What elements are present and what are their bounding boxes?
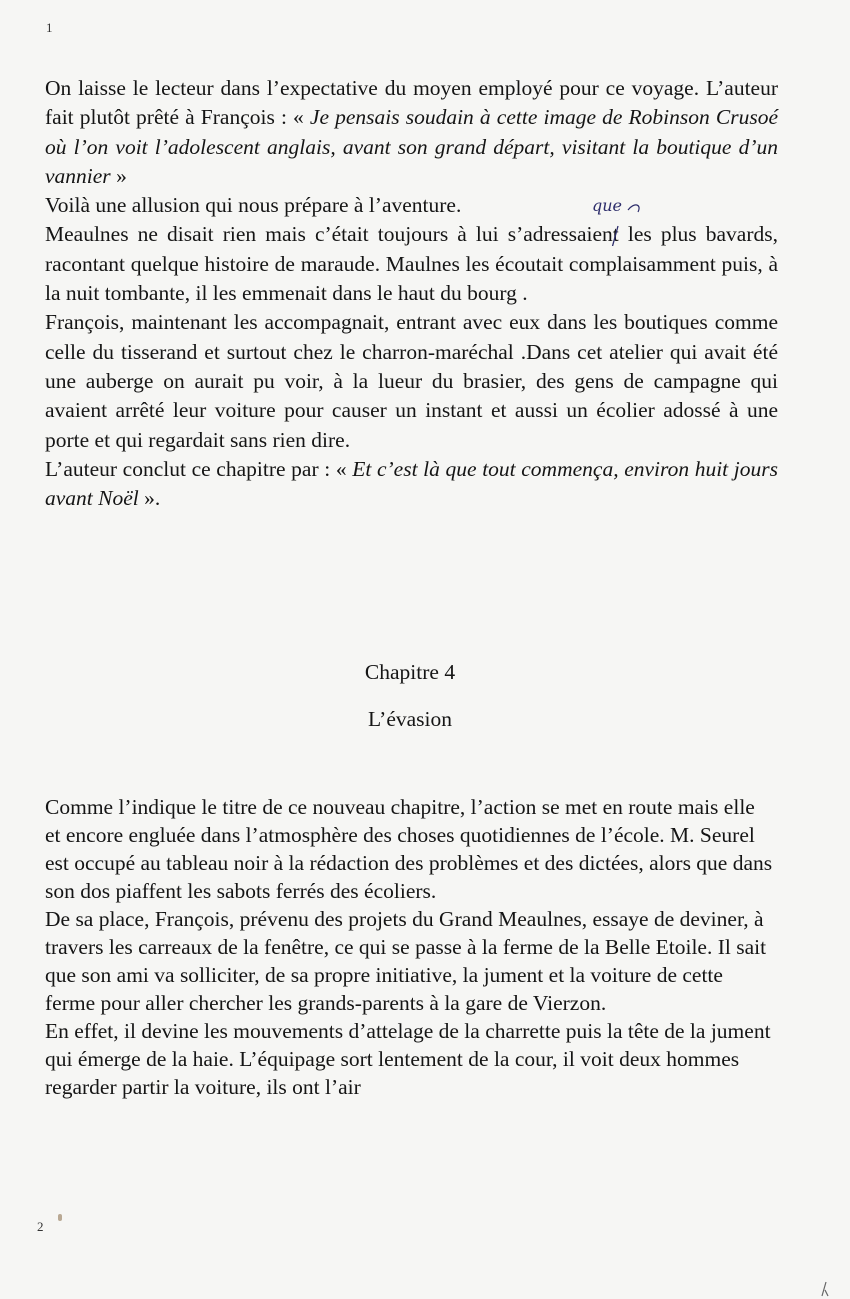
quote-close: » <box>110 163 127 188</box>
quote-text: Je pensais soudain à cette image de Robinson Crusoé où l’on voit l’adolescent anglais, avant son grand départ, visitant la boutique d’un vannier <box>45 105 778 188</box>
section-chapter-4 <box>45 793 775 1101</box>
paragraph: Voilà une allusion qui nous prépare à l’aventure. <box>45 193 462 218</box>
paragraph: François, maintenant les accompagnait, entrant avec eux dans les boutiques comme celle du tisserand et surtout chez le charron-maréchal .Dans cet atelier qui avait été une auberge on aurait pu voir, à la lueur du brasier, des gens de campagne qui avaient arrêté leur voiture pour causer un instant et aussi un écolier adossé à une porte et qui regardait sans rien dire. <box>45 310 778 452</box>
scan-mark-icon <box>818 1278 832 1298</box>
paragraph: En effet, il devine les mouvements d’attelage de la charrette puis la tête de la jument qui émerge de la haie. L’équipage sort lentement de la cour, il voit deux hommes regarder partir la voiture, ils ont l’air <box>45 1019 771 1099</box>
paragraph: Meaulnes ne disait rien mais c’était toujours à lui s’adressaient les plus bavards, racontant quelque histoire de maraude. Maulnes les écoutait complaisamment puis, à la nuit tombante, il les emmenait dans le haut du bourg . <box>45 222 778 306</box>
page-number-top: 1 <box>46 20 53 35</box>
paragraph-text: L’auteur conclut ce chapitre par : « <box>45 456 353 481</box>
paragraph: De sa place, François, prévenu des projets du Grand Meaulnes, essaye de deviner, à travers les carreaux de la fenêtre, ce qui se passe à la ferme de la Belle Etoile. Il sait que son ami va solliciter, de sa propre initiative, la jument et la voiture de cette ferme pour aller chercher les grands-parents à la gare de Vierzon. <box>45 907 767 1015</box>
chapter-number: Chapitre 4 <box>364 660 456 684</box>
chapter-title: L’évasion <box>368 707 452 731</box>
quote-close: ». <box>138 486 161 511</box>
page-number-bottom: 2 <box>37 1219 44 1234</box>
handwritten-word: que <box>592 196 623 215</box>
handwritten-correction <box>592 196 672 246</box>
section-chapter-3-summary <box>45 74 778 513</box>
quote-text: Et c’est là que tout commença, environ huit jours avant Noël <box>45 456 778 511</box>
paragraph <box>45 74 778 191</box>
paragraph-text: On laisse le lecteur dans l’expectative du moyen employé pour ce voyage. L’auteur fait plutôt prêté à François : « <box>45 76 778 130</box>
paragraph: Comme l’indique le titre de ce nouveau chapitre, l’action se met en route mais elle et encore engluée dans l’atmosphère des choses quotidiennes de l’école. M. Seurel est occupé au tableau noir à la rédaction des problèmes et des dictées, alors que dans son dos piaffent les sabots ferrés des écoliers. <box>45 795 773 903</box>
scan-speck <box>58 1214 62 1221</box>
paragraph <box>45 455 778 514</box>
